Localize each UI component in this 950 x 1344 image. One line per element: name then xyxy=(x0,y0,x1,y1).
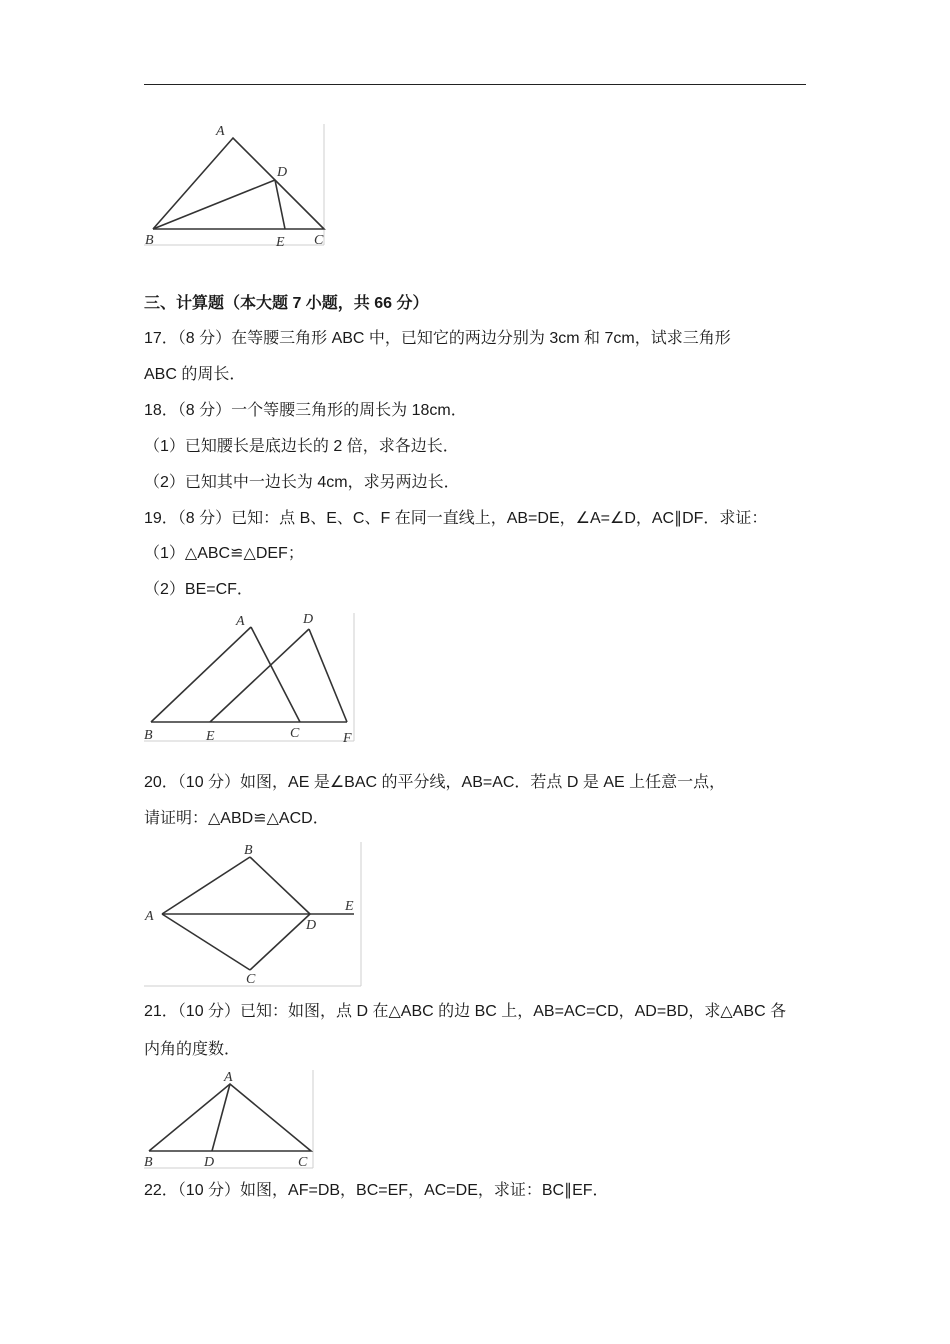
label-c: C xyxy=(314,233,324,248)
q19-part1: （1）△ABC≌△DEF； xyxy=(144,545,304,562)
q17-line1: 17．（8 分）在等腰三角形 ABC 中，已知它的两边分别为 3cm 和 7cm，试求三角形 xyxy=(144,330,731,347)
q19-part2: （2）BE=CF． xyxy=(144,581,253,598)
label-d: D xyxy=(303,612,314,627)
label-a: A xyxy=(145,909,154,924)
q18-line1: 18．（8 分）一个等腰三角形的周长为 18cm． xyxy=(144,402,467,419)
label-b: B xyxy=(144,1155,153,1170)
label-e: E xyxy=(206,729,215,744)
label-a: A xyxy=(216,124,225,139)
label-e: E xyxy=(345,899,354,914)
figure-q21 xyxy=(140,1066,320,1174)
label-b: B xyxy=(244,843,253,858)
q20-line1: 20．（10 分）如图，AE 是∠BAC 的平分线，AB=AC．若点 D 是 AE 上任意一点， xyxy=(144,774,726,791)
q21-line2: 内角的度数． xyxy=(144,1041,241,1058)
q18-part1: （1）已知腰长是底边长的 2 倍，求各边长． xyxy=(144,438,459,455)
label-d: D xyxy=(204,1155,215,1170)
q19-line1: 19．（8 分）已知：点 B、E、C、F 在同一直线上，AB=DE，∠A=∠D，AC∥DF．求证： xyxy=(144,510,768,527)
q17-line2: ABC 的周长． xyxy=(144,366,246,383)
header-rule xyxy=(144,84,806,85)
label-e: E xyxy=(276,235,285,250)
q22-line1: 22．（10 分）如图，AF=DB，BC=EF，AC=DE，求证：BC∥EF． xyxy=(144,1182,609,1199)
label-c: C xyxy=(298,1155,308,1170)
q18-part2: （2）已知其中一边长为 4cm，求另两边长． xyxy=(144,474,460,491)
label-d: D xyxy=(277,165,288,180)
label-b: B xyxy=(145,233,154,248)
label-c: C xyxy=(246,972,256,987)
label-f: F xyxy=(343,731,352,746)
label-c: C xyxy=(290,726,300,741)
section-heading: 三、计算题（本大题 7 小题，共 66 分） xyxy=(144,295,429,312)
label-d: D xyxy=(306,918,317,933)
label-a: A xyxy=(224,1070,233,1085)
q21-line1: 21．（10 分）已知：如图，点 D 在△ABC 的边 BC 上，AB=AC=CD，AD=BD，求△ABC 各 xyxy=(144,1003,787,1020)
figure-q20 xyxy=(140,838,370,990)
label-b: B xyxy=(144,728,153,743)
figure-q19 xyxy=(140,608,360,748)
label-a: A xyxy=(236,614,245,629)
figure-triangle-abc-de xyxy=(140,118,340,253)
q20-line2: 请证明：△ABD≌△ACD． xyxy=(144,810,329,827)
